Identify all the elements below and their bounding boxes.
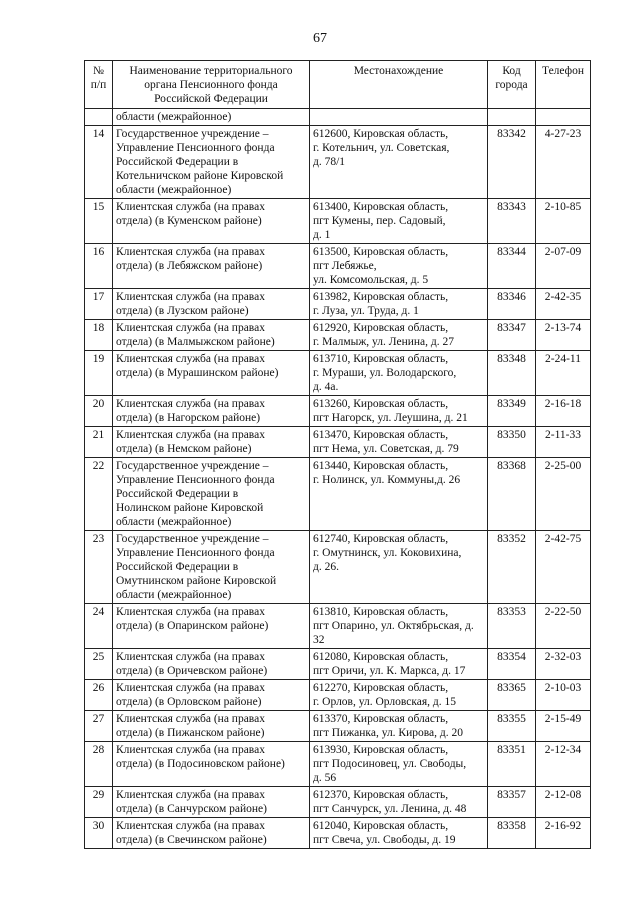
continuation-row bbox=[85, 109, 591, 126]
branch-name: Клиентская служба (на правах отдела) (в Свечинском районе) bbox=[113, 818, 310, 849]
phone-number: 2-16-92 bbox=[536, 818, 591, 849]
branch-name: Клиентская служба (на правах отдела) (в Орловском районе) bbox=[113, 680, 310, 711]
table-row bbox=[85, 458, 591, 531]
branch-address: 612370, Кировская область, пгт Санчурск, ул. Ленина, д. 48 bbox=[310, 787, 488, 818]
table-row bbox=[85, 818, 591, 849]
city-code: 83346 bbox=[488, 289, 536, 320]
branch-address: 612270, Кировская область, г. Орлов, ул. Орловская, д. 15 bbox=[310, 680, 488, 711]
branch-name: Клиентская служба (на правах отдела) (в Мурашинском районе) bbox=[113, 351, 310, 396]
branch-name: Государственное учреждение – Управление Пенсионного фонда Российской Федерации в Нолинском районе Кировской области (межрайонное) bbox=[113, 458, 310, 531]
branch-address: 613810, Кировская область, пгт Опарино, ул. Октябрьская, д. 32 bbox=[310, 604, 488, 649]
branch-address: 613500, Кировская область, пгт Лебяжье, ул. Комсомольская, д. 5 bbox=[310, 244, 488, 289]
branches-table bbox=[84, 60, 591, 849]
branch-name: Государственное учреждение – Управление Пенсионного фонда Российской Федерации в Омутнинском районе Кировской области (межрайонное) bbox=[113, 531, 310, 604]
city-code: 83343 bbox=[488, 199, 536, 244]
branch-name: Клиентская служба (на правах отдела) (в Немском районе) bbox=[113, 427, 310, 458]
branch-address: 613400, Кировская область, пгт Кумены, пер. Садовый, д. 1 bbox=[310, 199, 488, 244]
table-row bbox=[85, 396, 591, 427]
branch-name: Клиентская служба (на правах отдела) (в Куменском районе) bbox=[113, 199, 310, 244]
row-number: 21 bbox=[85, 427, 113, 458]
city-code: 83358 bbox=[488, 818, 536, 849]
branch-name: Клиентская служба (на правах отдела) (в Нагорском районе) bbox=[113, 396, 310, 427]
header-code: Код города bbox=[488, 61, 536, 109]
row-number: 20 bbox=[85, 396, 113, 427]
city-code: 83351 bbox=[488, 742, 536, 787]
phone-number: 2-07-09 bbox=[536, 244, 591, 289]
header-phone: Телефон bbox=[536, 61, 591, 109]
phone-number: 2-24-11 bbox=[536, 351, 591, 396]
header-location: Местонахождение bbox=[310, 61, 488, 109]
phone-number: 2-10-85 bbox=[536, 199, 591, 244]
branch-name: Клиентская служба (на правах отдела) (в Лузском районе) bbox=[113, 289, 310, 320]
branch-name: Клиентская служба (на правах отдела) (в Лебяжском районе) bbox=[113, 244, 310, 289]
table-row bbox=[85, 680, 591, 711]
city-code: 83348 bbox=[488, 351, 536, 396]
branch-address: 613440, Кировская область, г. Нолинск, ул. Коммуны,д. 26 bbox=[310, 458, 488, 531]
table-row bbox=[85, 711, 591, 742]
table-row bbox=[85, 289, 591, 320]
phone-number: 2-22-50 bbox=[536, 604, 591, 649]
table-row bbox=[85, 244, 591, 289]
city-code: 83349 bbox=[488, 396, 536, 427]
branch-name: Государственное учреждение – Управление Пенсионного фонда Российской Федерации в Котельничском районе Кировской области (межрайонное) bbox=[113, 126, 310, 199]
table-header-row bbox=[85, 61, 591, 109]
row-number: 24 bbox=[85, 604, 113, 649]
branch-address: 613982, Кировская область, г. Луза, ул. Труда, д. 1 bbox=[310, 289, 488, 320]
row-number: 25 bbox=[85, 649, 113, 680]
table-row bbox=[85, 427, 591, 458]
phone-number: 2-25-00 bbox=[536, 458, 591, 531]
city-code: 83350 bbox=[488, 427, 536, 458]
city-code: 83357 bbox=[488, 787, 536, 818]
table-row bbox=[85, 351, 591, 396]
row-number: 23 bbox=[85, 531, 113, 604]
row-number: 18 bbox=[85, 320, 113, 351]
row-number: 19 bbox=[85, 351, 113, 396]
branch-address: 612600, Кировская область, г. Котельнич, ул. Советская, д. 78/1 bbox=[310, 126, 488, 199]
table-row bbox=[85, 126, 591, 199]
header-name: Наименование территориального органа Пенсионного фонда Российской Федерации bbox=[113, 61, 310, 109]
branch-address: 612920, Кировская область, г. Малмыж, ул. Ленина, д. 27 bbox=[310, 320, 488, 351]
header-number: № п/п bbox=[85, 61, 113, 109]
row-number: 15 bbox=[85, 199, 113, 244]
branch-name: Клиентская служба (на правах отдела) (в Санчурском районе) bbox=[113, 787, 310, 818]
table-row bbox=[85, 531, 591, 604]
city-code: 83368 bbox=[488, 458, 536, 531]
table-row bbox=[85, 199, 591, 244]
row-number: 26 bbox=[85, 680, 113, 711]
page-number: 67 bbox=[313, 31, 327, 46]
phone-number: 2-32-03 bbox=[536, 649, 591, 680]
city-code: 83352 bbox=[488, 531, 536, 604]
row-number: 22 bbox=[85, 458, 113, 531]
phone-number: 2-13-74 bbox=[536, 320, 591, 351]
table-row bbox=[85, 320, 591, 351]
row-number: 28 bbox=[85, 742, 113, 787]
phone-number: 2-11-33 bbox=[536, 427, 591, 458]
city-code: 83365 bbox=[488, 680, 536, 711]
table-row bbox=[85, 649, 591, 680]
table-body bbox=[85, 109, 591, 849]
continuation-text: области (межрайонное) bbox=[113, 109, 310, 126]
city-code: 83347 bbox=[488, 320, 536, 351]
branch-address: 613930, Кировская область, пгт Подосиновец, ул. Свободы, д. 56 bbox=[310, 742, 488, 787]
row-number: 14 bbox=[85, 126, 113, 199]
branch-name: Клиентская служба (на правах отдела) (в Подосиновском районе) bbox=[113, 742, 310, 787]
phone-number: 2-15-49 bbox=[536, 711, 591, 742]
branch-address: 613710, Кировская область, г. Мураши, ул. Володарского, д. 4а. bbox=[310, 351, 488, 396]
table-row bbox=[85, 742, 591, 787]
branch-name: Клиентская служба (на правах отдела) (в Малмыжском районе) bbox=[113, 320, 310, 351]
phone-number: 2-12-34 bbox=[536, 742, 591, 787]
row-number: 16 bbox=[85, 244, 113, 289]
branch-address: 613470, Кировская область, пгт Нема, ул. Советская, д. 79 bbox=[310, 427, 488, 458]
row-number: 29 bbox=[85, 787, 113, 818]
row-number: 27 bbox=[85, 711, 113, 742]
city-code: 83342 bbox=[488, 126, 536, 199]
table-row bbox=[85, 604, 591, 649]
city-code: 83354 bbox=[488, 649, 536, 680]
branch-address: 612740, Кировская область, г. Омутнинск, ул. Коковихина, д. 26. bbox=[310, 531, 488, 604]
branch-address: 612080, Кировская область, пгт Оричи, ул. К. Маркса, д. 17 bbox=[310, 649, 488, 680]
row-number: 17 bbox=[85, 289, 113, 320]
phone-number: 2-16-18 bbox=[536, 396, 591, 427]
city-code: 83353 bbox=[488, 604, 536, 649]
phone-number: 4-27-23 bbox=[536, 126, 591, 199]
branch-name: Клиентская служба (на правах отдела) (в Опаринском районе) bbox=[113, 604, 310, 649]
phone-number: 2-12-08 bbox=[536, 787, 591, 818]
row-number: 30 bbox=[85, 818, 113, 849]
phone-number: 2-10-03 bbox=[536, 680, 591, 711]
branch-name: Клиентская служба (на правах отдела) (в Оричевском районе) bbox=[113, 649, 310, 680]
branch-name: Клиентская служба (на правах отдела) (в Пижанском районе) bbox=[113, 711, 310, 742]
branch-address: 613260, Кировская область, пгт Нагорск, ул. Леушина, д. 21 bbox=[310, 396, 488, 427]
branch-address: 613370, Кировская область, пгт Пижанка, ул. Кирова, д. 20 bbox=[310, 711, 488, 742]
phone-number: 2-42-35 bbox=[536, 289, 591, 320]
city-code: 83344 bbox=[488, 244, 536, 289]
table-row bbox=[85, 787, 591, 818]
city-code: 83355 bbox=[488, 711, 536, 742]
branch-address: 612040, Кировская область, пгт Свеча, ул. Свободы, д. 19 bbox=[310, 818, 488, 849]
phone-number: 2-42-75 bbox=[536, 531, 591, 604]
